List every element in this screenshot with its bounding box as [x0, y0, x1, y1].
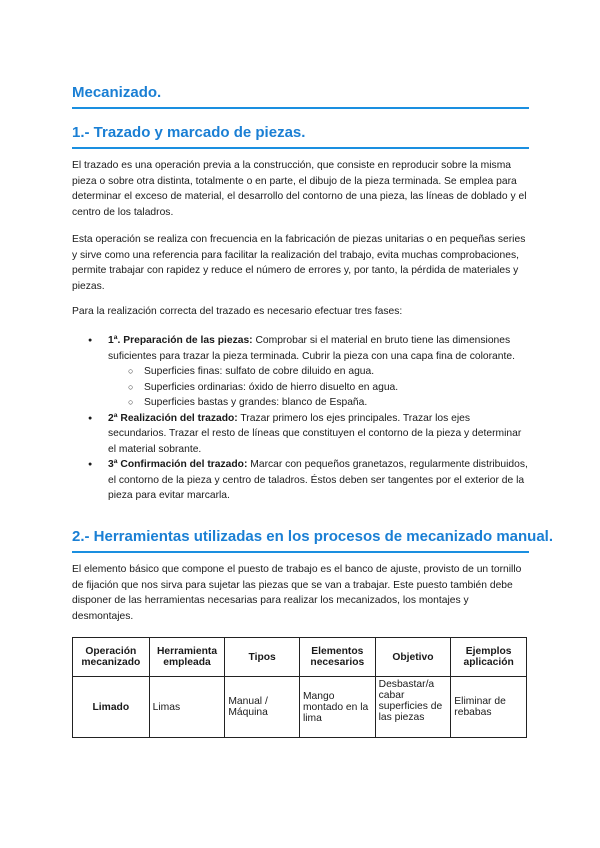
table-cell: Manual / Máquina: [225, 677, 300, 738]
tools-table: [72, 637, 527, 738]
phase-label: 1ª. Preparación de las piezas:: [108, 335, 253, 346]
phase-label: 3ª Confirmación del trazado:: [108, 459, 248, 470]
section-1-paragraph-1: El trazado es una operación previa a la construcción, que consiste en reproducir sobre la misma pieza o sobre otra distinta, totalmente o en parte, el dibujo de la pieza terminada. Se emplea para determinar el exceso de material, el desarrollo del contorno de una pieza, las líneas de doblado y el centro de los taladros.: [72, 160, 527, 218]
table-cell: Desbastar/a cabar superficies de las piezas: [375, 677, 451, 738]
phase-item: [72, 333, 530, 411]
surface-item: ○ Superficies bastas y grandes: blanco de España.: [108, 395, 530, 411]
phase-text: Comprobar si el material en bruto tiene las dimensiones suficientes para trazar la pieza terminada. Cubrir la pieza con una capa fina de colorante.: [108, 335, 515, 362]
phase-label: 2ª Realización del trazado:: [108, 412, 238, 424]
table-row: [73, 677, 527, 738]
section-2-paragraph-1: El elemento básico que compone el puesto de trabajo es el banco de ajuste, provisto de un tornillo de fijación que nos sirva para sujetar las piezas que se van a trabajar. Este puesto también debe disponer de las herramientas necesarias para realizar los mecanizados, los montajes y desmontajes.: [72, 564, 522, 622]
surface-list: [108, 364, 530, 411]
surface-item: ○ Superficies finas: sulfato de cobre diluido en agua.: [108, 364, 530, 380]
phase-item: [72, 411, 530, 458]
phase-text: Trazar primero los ejes principales. Trazar los ejes secundarios. Trazar el resto de líneas que constituyen el contorno de la pieza y determinar el material sobrante.: [108, 412, 522, 455]
phase-item: [72, 457, 530, 504]
column-header: Herramienta empleada: [149, 638, 225, 677]
section-1-heading: 1.- Trazado y marcado de piezas.: [72, 124, 529, 149]
section-2-heading: 2.- Herramientas utilizadas en los procesos de mecanizado manual.: [72, 528, 529, 553]
section-1-paragraph-3: Para la realización correcta del trazado es necesario efectuar tres fases:: [72, 306, 403, 317]
column-header: Operación mecanizado: [73, 638, 150, 677]
table-header-row: [73, 638, 527, 677]
table-cell: Limado: [73, 677, 150, 738]
section-1-paragraph-2: Esta operación se realiza con frecuencia en la fabricación de piezas unitarias o en pequeñas series y sirve como una referencia para facilitar la realización del trabajo, evita muchas comprobaciones, permite trabajar con rapidez y reduce el número de errores y, por tanto, la pérdida de materiales y piezas.: [72, 234, 526, 292]
surface-item: ○ Superficies ordinarias: óxido de hierro disuelto en agua.: [108, 380, 530, 396]
phases-list: [72, 333, 530, 504]
table-cell: Limas: [149, 677, 225, 738]
table-cell: Eliminar de rebabas: [451, 677, 527, 738]
column-header: Objetivo: [375, 638, 451, 677]
document-title: Mecanizado.: [72, 84, 529, 109]
column-header: Elementos necesarios: [299, 638, 375, 677]
table-cell: Mango montado en la lima: [299, 677, 375, 738]
phase-text: Marcar con pequeños granetazos, regularmente distribuidos, el contorno de la pieza y centro de taladros. Éstos deben ser tangentes por el exterior de la pieza para evitar marcarla.: [108, 459, 528, 501]
column-header: Tipos: [225, 638, 300, 677]
column-header: Ejemplos aplicación: [451, 638, 527, 677]
